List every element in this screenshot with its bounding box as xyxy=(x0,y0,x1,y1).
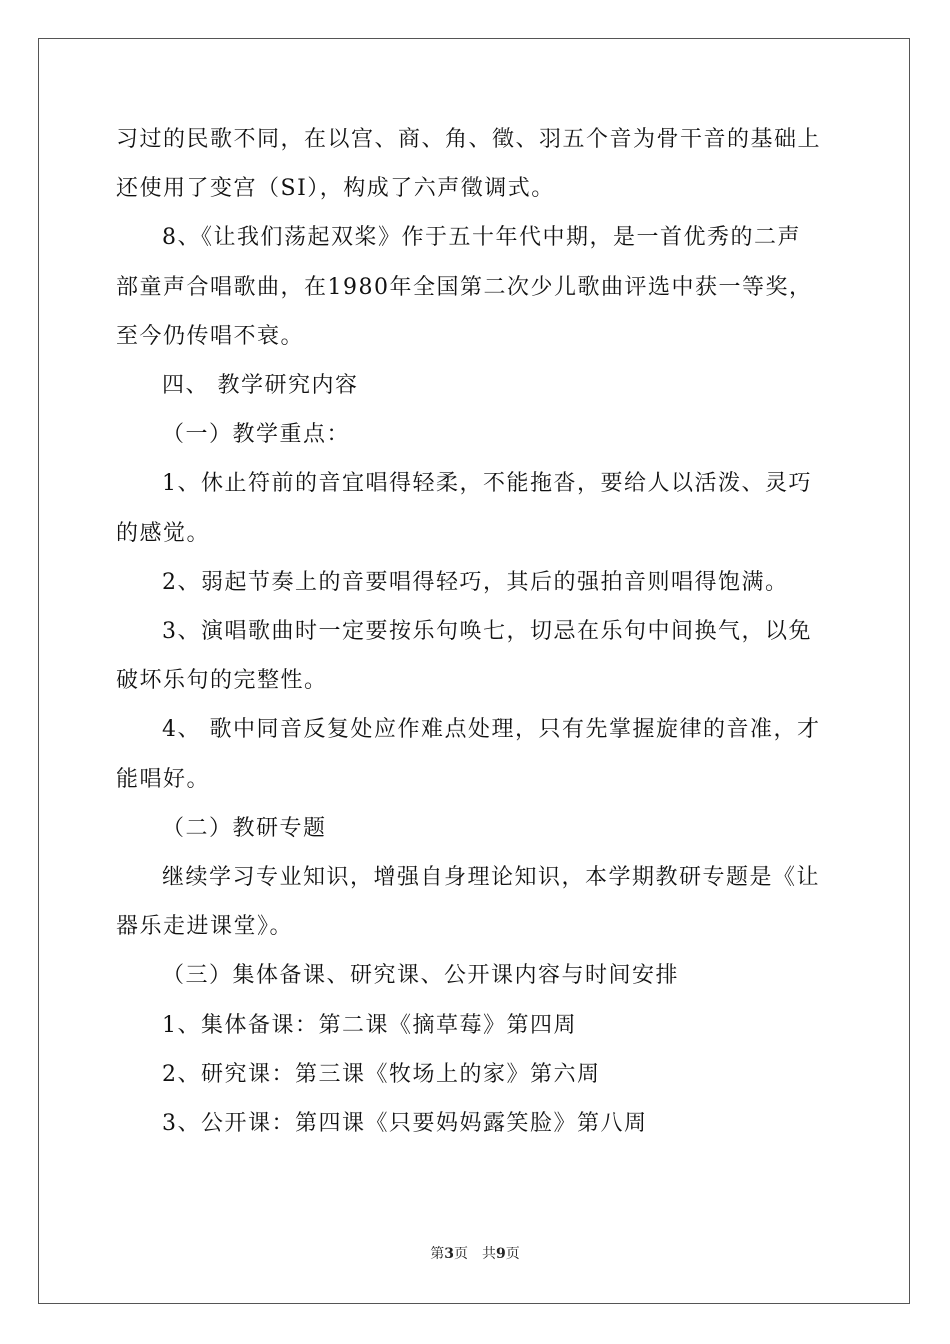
text-line: 习过的民歌不同，在以宫、商、角、徵、羽五个音为骨干音的基础上 xyxy=(116,127,822,152)
footer-suffix: 页 xyxy=(505,1246,520,1262)
text-line: 3、演唱歌曲时一定要按乐句唤七，切忌在乐句中间换气，以免 xyxy=(162,619,812,644)
footer-mid: 页 共 xyxy=(454,1246,496,1262)
text-line: 1、休止符前的音宜唱得轻柔，不能拖沓，要给人以活泼、灵巧 xyxy=(162,471,812,497)
text-line: 2、研究课：第三课《牧场上的家》第六周 xyxy=(162,1061,601,1087)
footer-total-pages: 9 xyxy=(496,1246,506,1262)
text-line: 能唱好。 xyxy=(116,766,211,792)
footer-current-page: 3 xyxy=(444,1246,454,1262)
text-line: 器乐走进课堂》。 xyxy=(116,914,294,940)
text-line: 8、《让我们荡起双桨》作于五十年代中期，是一首优秀的二声 xyxy=(162,225,801,251)
text-line: 四、 教学研究内容 xyxy=(162,373,359,398)
text-line: （三）集体备课、研究课、公开课内容与时间安排 xyxy=(162,963,680,989)
text-line: 还使用了变宫（SI），构成了六声徵调式。 xyxy=(116,176,555,202)
text-line: 部童声合唱歌曲，在1980年全国第二次少儿歌曲评选中获一等奖， xyxy=(116,274,813,300)
text-line: （一）教学重点： xyxy=(162,422,351,448)
text-line: （二）教研专题 xyxy=(162,815,327,841)
text-line: 的感觉。 xyxy=(116,520,211,546)
text-line: 2、弱起节奏上的音要唱得轻巧，其后的强拍音则唱得饱满。 xyxy=(162,569,789,595)
page-footer xyxy=(0,1245,950,1263)
text-line: 破坏乐句的完整性。 xyxy=(116,668,328,694)
text-line: 1、集体备课：第二课《摘草莓》第四周 xyxy=(162,1012,577,1038)
text-line: 至今仍传唱不衰。 xyxy=(116,323,305,349)
text-line: 继续学习专业知识，增强自身理论知识，本学期教研专题是《让 xyxy=(162,865,821,890)
text-line: 3、公开课：第四课《只要妈妈露笑脸》第八周 xyxy=(162,1111,648,1136)
text-line: 4、 歌中同音反复处应作难点处理，只有先掌握旋律的音准，才 xyxy=(162,717,821,743)
footer-prefix: 第 xyxy=(430,1246,445,1262)
